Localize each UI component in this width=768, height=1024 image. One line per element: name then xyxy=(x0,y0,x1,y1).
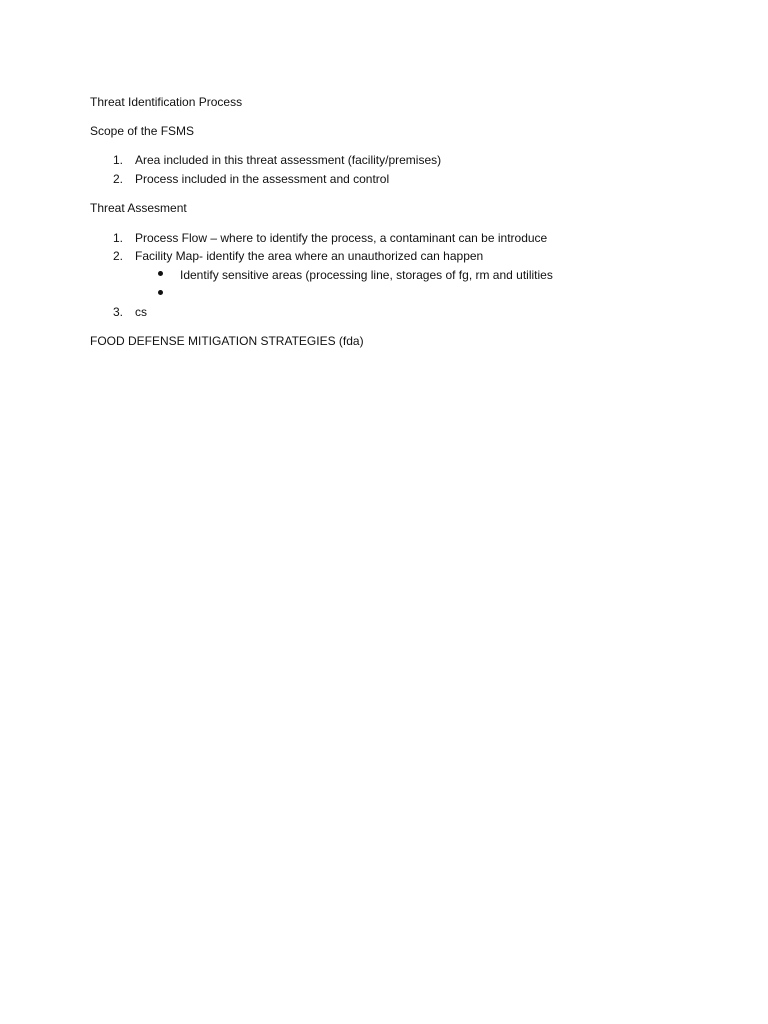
sub-bullet-1-text: Identify sensitive areas (processing line, storages of fg, rm and utilities xyxy=(180,268,553,282)
assessment-item-3-number: 3. xyxy=(113,305,124,319)
scope-item-1-number: 1. xyxy=(113,153,124,167)
scope-item-2-number: 2. xyxy=(113,172,124,186)
scope-item-1-text: Area included in this threat assessment (facility/premises) xyxy=(135,153,442,167)
scope-item-2-text: Process included in the assessment and control xyxy=(135,172,390,186)
assessment-item-1-text: Process Flow – where to identify the process, a contaminant can be introduce xyxy=(135,231,548,245)
assessment-heading: Threat Assesment xyxy=(90,201,187,215)
bullet-marker-1 xyxy=(158,271,163,276)
bullet-marker-2 xyxy=(158,290,163,295)
assessment-item-3-text: cs xyxy=(135,305,147,319)
document-title: Threat Identification Process xyxy=(90,95,243,109)
assessment-item-1-number: 1. xyxy=(113,231,124,245)
scope-heading: Scope of the FSMS xyxy=(90,124,195,138)
strategies-heading: FOOD DEFENSE MITIGATION STRATEGIES (fda) xyxy=(90,334,364,348)
assessment-item-2-number: 2. xyxy=(113,249,124,263)
assessment-item-2-text: Facility Map- identify the area where an unauthorized can happen xyxy=(135,249,484,263)
